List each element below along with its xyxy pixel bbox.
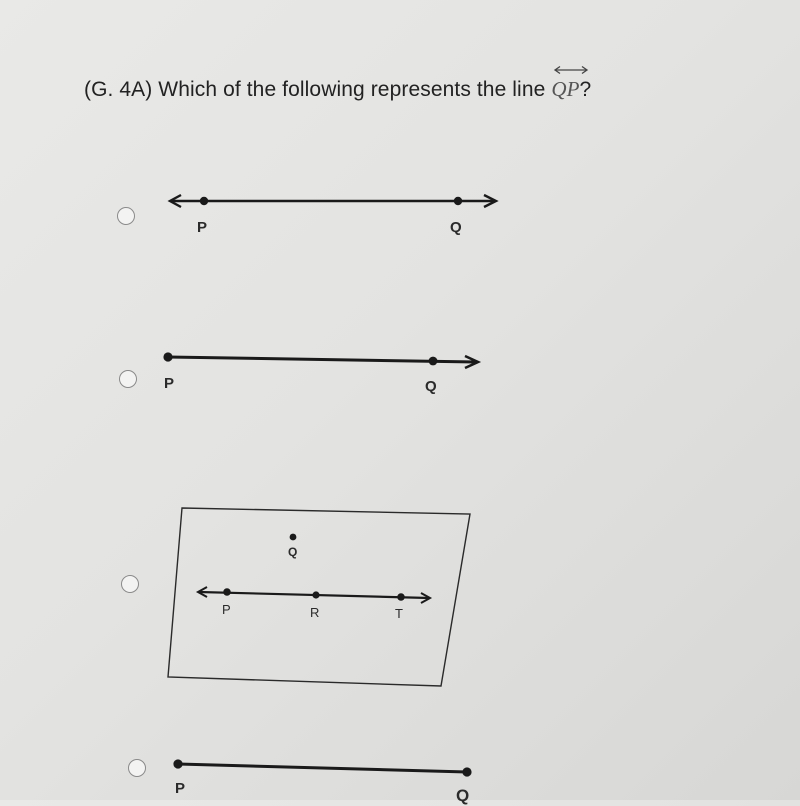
option-c-label-p: P [222, 602, 231, 617]
point-q [462, 767, 471, 776]
option-d-label-p: P [175, 780, 186, 797]
option-a-label-p: P [197, 219, 208, 236]
question-suffix: ? [579, 78, 592, 101]
option-a-label-q: Q [450, 219, 462, 236]
option-c-label-r: R [310, 605, 320, 620]
option-b-label-q: Q [425, 378, 437, 395]
option-b-label-p: P [164, 375, 175, 392]
question-prefix: (G. 4A) Which of the following represents the line [84, 78, 552, 101]
option-c-label-t: T [395, 606, 403, 621]
option-d-label-q: Q [456, 786, 470, 805]
point-p [173, 759, 182, 768]
option-c-label-q: Q [288, 545, 298, 559]
line-qp-notation: QP [551, 77, 579, 102]
